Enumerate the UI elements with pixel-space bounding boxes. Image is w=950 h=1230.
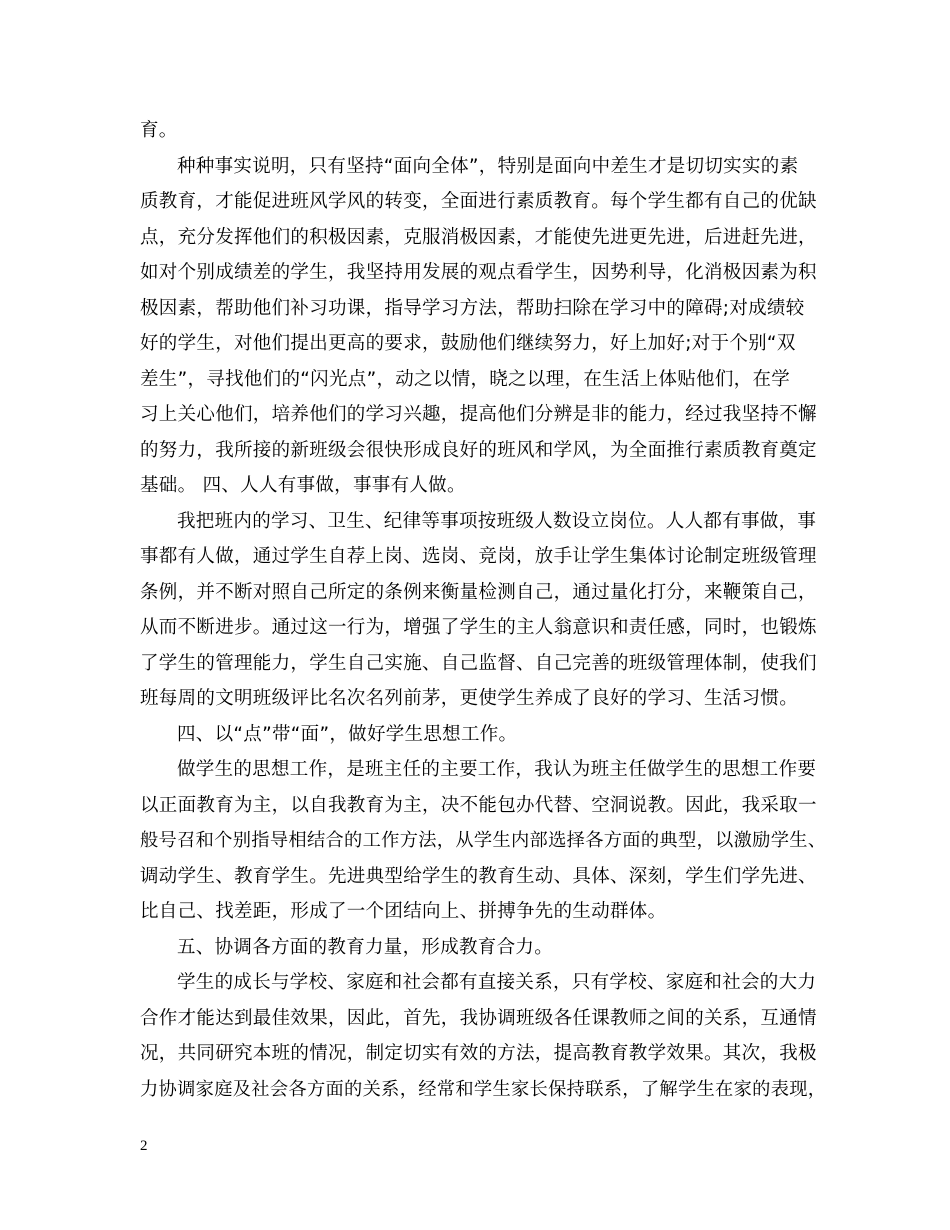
text-line: 条例，并不断对照自己所定的条例来衡量检测自己，通过量化打分，来鞭策自己， (140, 581, 817, 603)
text-line: 种种事实说明，只有坚持“面向全体”，特别是面向中差生才是切切实实的素 (177, 155, 799, 177)
text-line: 事都有人做，通过学生自荐上岗、选岗、竞岗，放手让学生集体讨论制定班级管理 (140, 546, 817, 567)
text-line: 习上关心他们，培养他们的学习兴趣，提高他们分辨是非的能力，经过我坚持不懈 (140, 404, 817, 425)
text-line: 比自己、找差距，形成了一个团结向上、拼搏争先的生动群体。 (140, 901, 667, 922)
text-line: 我把班内的学习、卫生、纪律等事项按班级人数设立岗位。人人都有事做，事 (177, 510, 817, 532)
text-line: 做学生的思想工作，是班主任的主要工作，我认为班主任做学生的思想工作要 (177, 759, 817, 780)
page-number: 2 (140, 1138, 148, 1154)
body-text (140, 113, 830, 1107)
text-line: 如对个别成绩差的学生，我坚持用发展的观点看学生，因势利导，化消极因素为积 (140, 262, 817, 283)
text-line: 合作才能达到最佳效果，因此，首先，我协调班级各任课教师之间的关系，互通情 (140, 1007, 817, 1029)
text-line: 力协调家庭及社会各方面的关系，经常和学生家长保持联系，了解学生在家的表现， (140, 1078, 827, 1100)
text-line: 差生”，寻找他们的“闪光点”，动之以情，晓之以理，在生活上体贴他们，在学 (140, 368, 791, 390)
text-line: 了学生的管理能力，学生自己实施、自己监督、自己完善的班级管理体制，使我们 (140, 652, 817, 674)
text-line: 以正面教育为主，以自我教育为主，决不能包办代替、空洞说教。因此，我采取一 (140, 794, 817, 816)
text-line: 的努力，我所接的新班级会很快形成良好的班风和学风，为全面推行素质教育奠定 (140, 439, 817, 461)
text-line: 班每周的文明班级评比名次名列前茅，更使学生养成了良好的学习、生活习惯。 (140, 688, 799, 709)
text-line: 好的学生，对他们提出更高的要求，鼓励他们继续努力，好上加好;对于个别“双 (140, 333, 796, 354)
text-line: 极因素，帮助他们补习功课，指导学习方法，帮助扫除在学习中的障碍;对成绩较 (140, 297, 805, 319)
text-line: 育。 (140, 120, 178, 141)
text-line: 点，充分发挥他们的积极因素，克服消极因素，才能使先进更先进，后进赶先进， (140, 226, 817, 248)
text-line: 基础。 四、人人有事做，事事有人做。 (140, 475, 466, 496)
text-line: 从而不断进步。通过这一行为，增强了学生的主人翁意识和责任感，同时，也锻炼 (140, 617, 817, 638)
text-line: 五、协调各方面的教育力量，形成教育合力。 (177, 936, 554, 958)
text-line: 般号召和个别指导相结合的工作方法，从学生内部选择各方面的典型，以激励学生、 (140, 830, 827, 851)
text-line: 况，共同研究本班的情况，制定切实有效的方法，提高教育教学效果。其次，我极 (140, 1043, 817, 1064)
text-line: 调动学生、教育学生。先进典型给学生的教育生动、具体、深刻，学生们学先进、 (140, 865, 817, 887)
text-line: 四、以“点”带“面”，做好学生思想工作。 (177, 723, 518, 745)
text-line: 学生的成长与学校、家庭和社会都有直接关系，只有学校、家庭和社会的大力 (177, 972, 817, 993)
text-line: 质教育，才能促进班风学风的转变，全面进行素质教育。每个学生都有自己的优缺 (140, 191, 817, 212)
